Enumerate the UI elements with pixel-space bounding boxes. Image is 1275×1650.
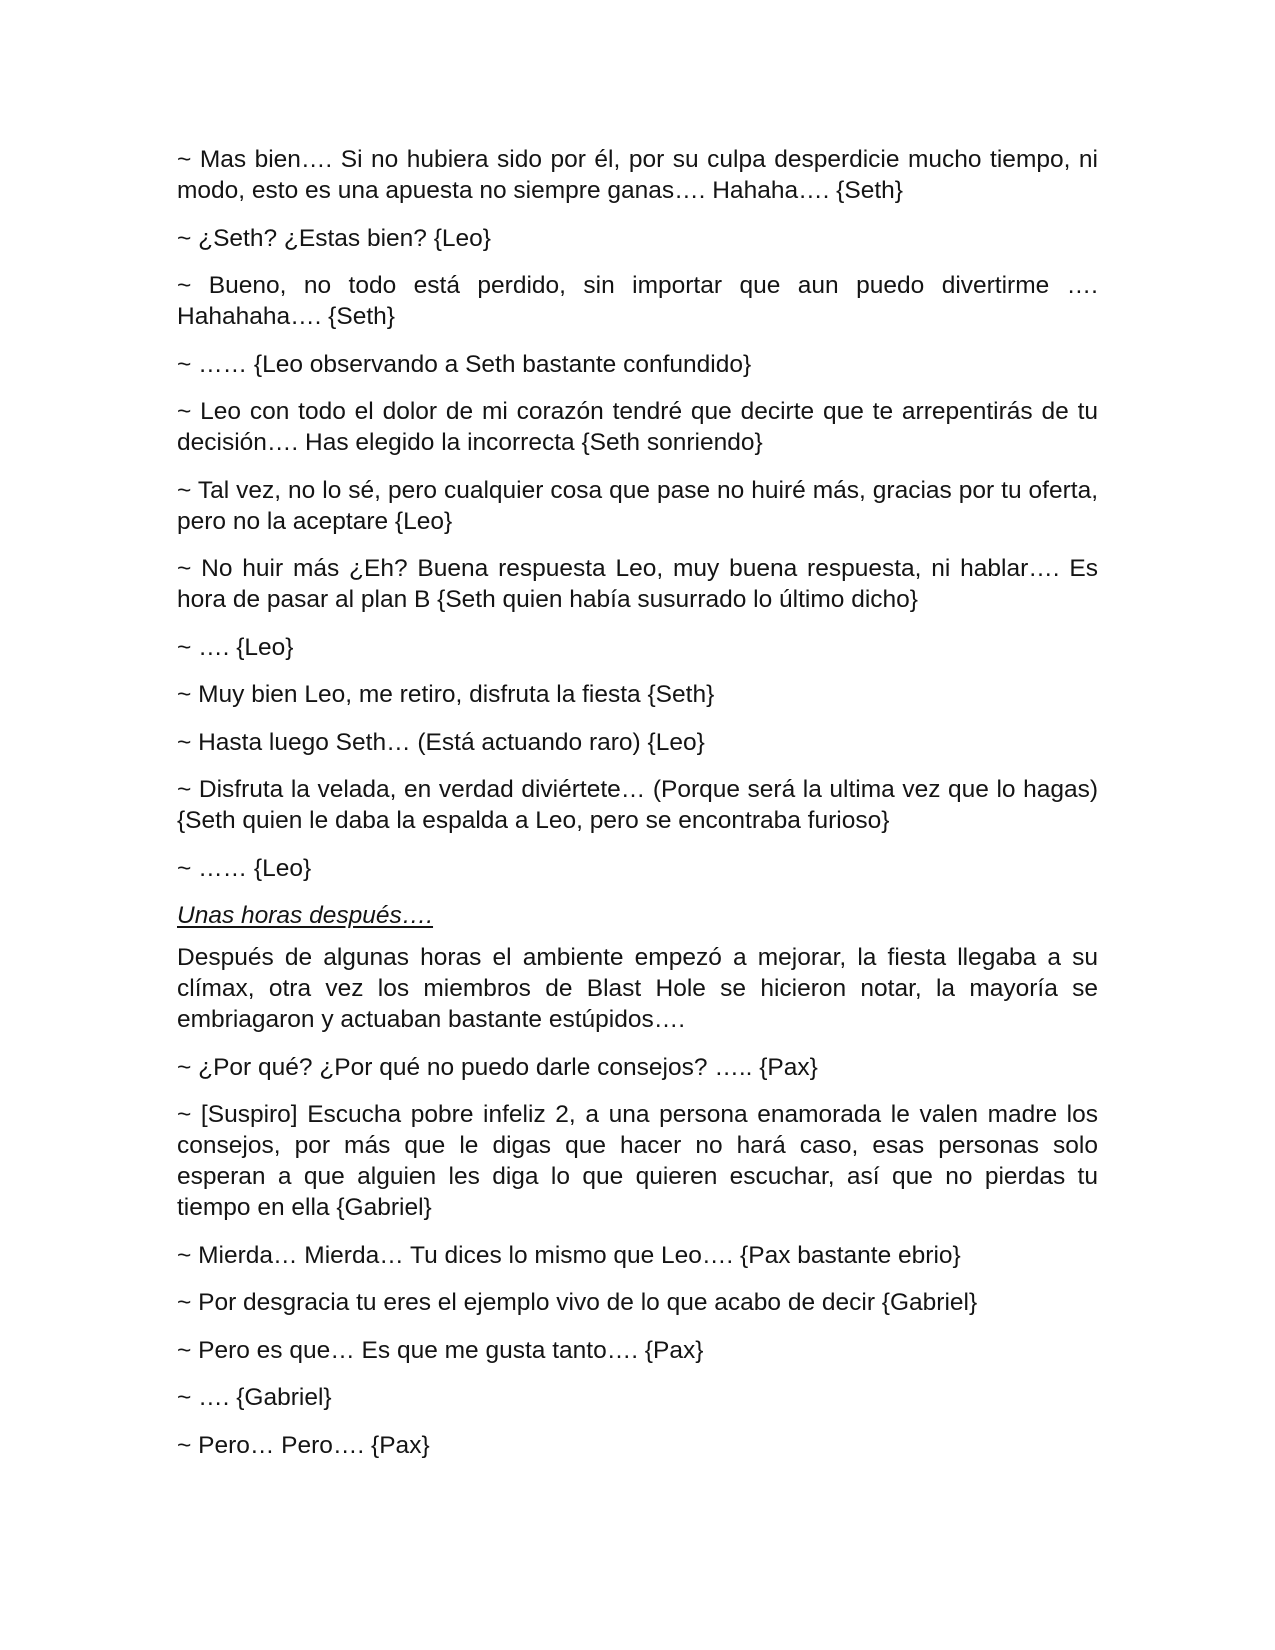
dialogue-line: ~ [Suspiro] Escucha pobre infeliz 2, a una persona enamorada le valen madre los consejos, por más que le digas que hacer no hará caso, esas personas solo esperan a que alguien les diga lo que quieren escuchar, así que no pierdas tu tiempo en ella {Gabriel} bbox=[177, 1101, 1098, 1221]
dialogue-line: ~ Disfruta la velada, en verdad diviértete… (Porque será la ultima vez que lo hagas) {Seth quien le daba la espalda a Leo, pero se encontraba furioso} bbox=[177, 776, 1098, 834]
dialogue-line: ~ Tal vez, no lo sé, pero cualquier cosa que pase no huiré más, gracias por tu oferta, pero no la aceptare {Leo} bbox=[177, 476, 1098, 535]
narration-paragraph: Después de algunas horas el ambiente empezó a mejorar, la fiesta llegaba a su clímax, otra vez los miembros de Blast Hole se hicieron notar, la mayoría se embriagaron y actuaban bastante estúpidos…. bbox=[177, 944, 1098, 1033]
scene-heading: Unas horas después…. bbox=[177, 902, 434, 929]
dialogue-line: ~ …… {Leo} bbox=[177, 854, 312, 882]
dialogue-line: ~ ¿Seth? ¿Estas bien? {Leo} bbox=[177, 224, 491, 252]
dialogue-line: ~ …. {Leo} bbox=[177, 633, 294, 661]
dialogue-line: ~ ¿Por qué? ¿Por qué no puedo darle consejos? ….. {Pax} bbox=[177, 1053, 818, 1081]
dialogue-line: ~ Pero… Pero…. {Pax} bbox=[177, 1431, 430, 1459]
dialogue-line: ~ No huir más ¿Eh? Buena respuesta Leo, muy buena respuesta, ni hablar…. Es hora de pasar al plan B {Seth quien había susurrado lo último dicho} bbox=[177, 555, 1098, 613]
dialogue-line: ~ …. {Gabriel} bbox=[177, 1384, 332, 1411]
dialogue-line: ~ Bueno, no todo está perdido, sin importar que aun puedo divertirme …. Hahahaha…. {Seth} bbox=[177, 272, 1098, 330]
dialogue-line: ~ Mas bien…. Si no hubiera sido por él, por su culpa desperdicie mucho tiempo, ni modo, esto es una apuesta no siempre ganas…. Hahaha…. {Seth} bbox=[177, 146, 1098, 204]
document-page bbox=[177, 144, 1098, 1477]
dialogue-line: ~ …… {Leo observando a Seth bastante confundido} bbox=[177, 350, 752, 378]
dialogue-line: ~ Pero es que… Es que me gusta tanto…. {Pax} bbox=[177, 1336, 704, 1364]
dialogue-line: ~ Muy bien Leo, me retiro, disfruta la fiesta {Seth} bbox=[177, 681, 715, 708]
dialogue-line: ~ Mierda… Mierda… Tu dices lo mismo que Leo…. {Pax bastante ebrio} bbox=[177, 1241, 961, 1269]
dialogue-line: ~ Leo con todo el dolor de mi corazón tendré que decirte que te arrepentirás de tu decisión…. Has elegido la incorrecta {Seth sonriendo} bbox=[177, 398, 1098, 456]
dialogue-line: ~ Por desgracia tu eres el ejemplo vivo de lo que acabo de decir {Gabriel} bbox=[177, 1289, 978, 1316]
dialogue-line: ~ Hasta luego Seth… (Está actuando raro) {Leo} bbox=[177, 728, 705, 756]
